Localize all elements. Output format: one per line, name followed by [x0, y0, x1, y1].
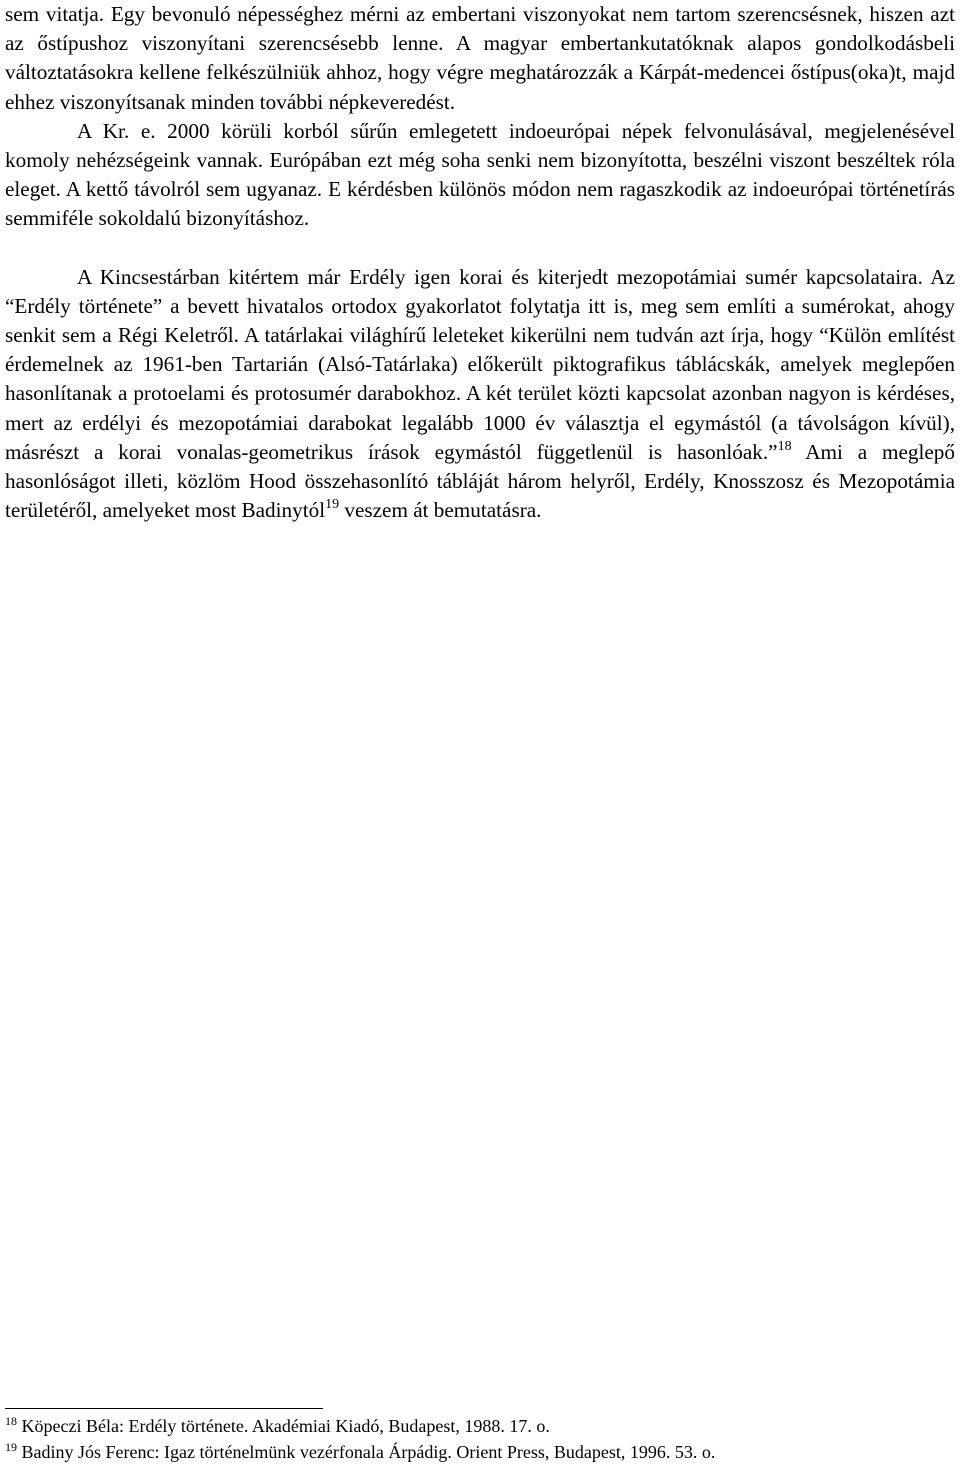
paragraph-1: sem vitatja. Egy bevonuló népességhez mérni az embertani viszonyokat nem tartom szerencsésnek, hiszen azt az őstípushoz viszonyítani szerencsésebb lenne. A magyar embertankutatóknak alapos gondolkodásbeli változtatásokra kellene felkészülniük ahhoz, hogy végre meghatározzák a Kárpát-medencei őstípus(oka)t, majd ehhez viszonyítsanak minden további népkeveredést. [5, 2, 955, 114]
paragraph-3-part-a: A Kincsestárban kitértem már Erdély igen korai és kiterjedt mezopotámiai sumér kapcsolataira. Az “Erdély története” a bevett hivatalos ortodox gyakorlatot folytatja itt is, meg sem említi a sumérokat, ahogy senkit sem a Régi Keletről. A tatárlakai világhírű leleteket kikerülni nem tudván azt írja, hogy “Külön említést érdemelnek az 1961-ben Tartarián (Alsó-Tatárlaka) előkerült piktografikus táblácskák, amelyek meglepően hasonlítanak a protoelami és protosumér darabokhoz. A két terület közti kapcsolat azonban nagyon is kérdéses, mert az erdélyi és mezopotámiai darabokat legalább 1000 év választja el egymástól (a távolságon kívül), másrészt a korai vonalas-geometrikus írások egymástól függetlenül is hasonlóak.” [5, 264, 955, 464]
footnote-number: 19 [5, 1440, 17, 1454]
paragraph-3-part-c: veszem át bemutatásra. [339, 498, 542, 523]
paragraph-3-part-b: Ami a meglepő hasonlóságot illeti, közlöm Hood összehasonlító tábláját három helyről, Erdély, Knosszosz és Mezopotámia területéről, amelyeket most Badinytól [5, 439, 955, 523]
footnote-text: Köpeczi Béla: Erdély története. Akadémiai Kiadó, Budapest, 1988. 17. o. [17, 1416, 550, 1436]
paragraph-3 [5, 263, 955, 526]
footnote-18 [5, 1413, 955, 1439]
footnote-ref-19[interactable]: 19 [325, 497, 340, 513]
footnote-number: 18 [5, 1414, 17, 1428]
footnote-ref-18[interactable]: 18 [777, 438, 792, 454]
document-body [5, 0, 955, 525]
footnotes-section [5, 1408, 955, 1465]
paragraph-2: A Kr. e. 2000 körüli korból sűrűn emlegetett indoeurópai népek felvonulásával, megjelenésével komoly nehézségeink vannak. Európában ezt még soha senki nem bizonyította, beszélni viszont beszéltek róla eleget. A kettő távolról sem ugyanaz. E kérdésben különös módon nem ragaszkodik az indoeurópai történetírás semmiféle sokoldalú bizonyításhoz. [5, 118, 955, 231]
footnote-divider [5, 1408, 323, 1409]
footnote-text: Badiny Jós Ferenc: Igaz történelmünk vezérfonala Árpádig. Orient Press, Budapest, 1996. 53. o. [17, 1442, 716, 1462]
footnote-19 [5, 1439, 955, 1465]
